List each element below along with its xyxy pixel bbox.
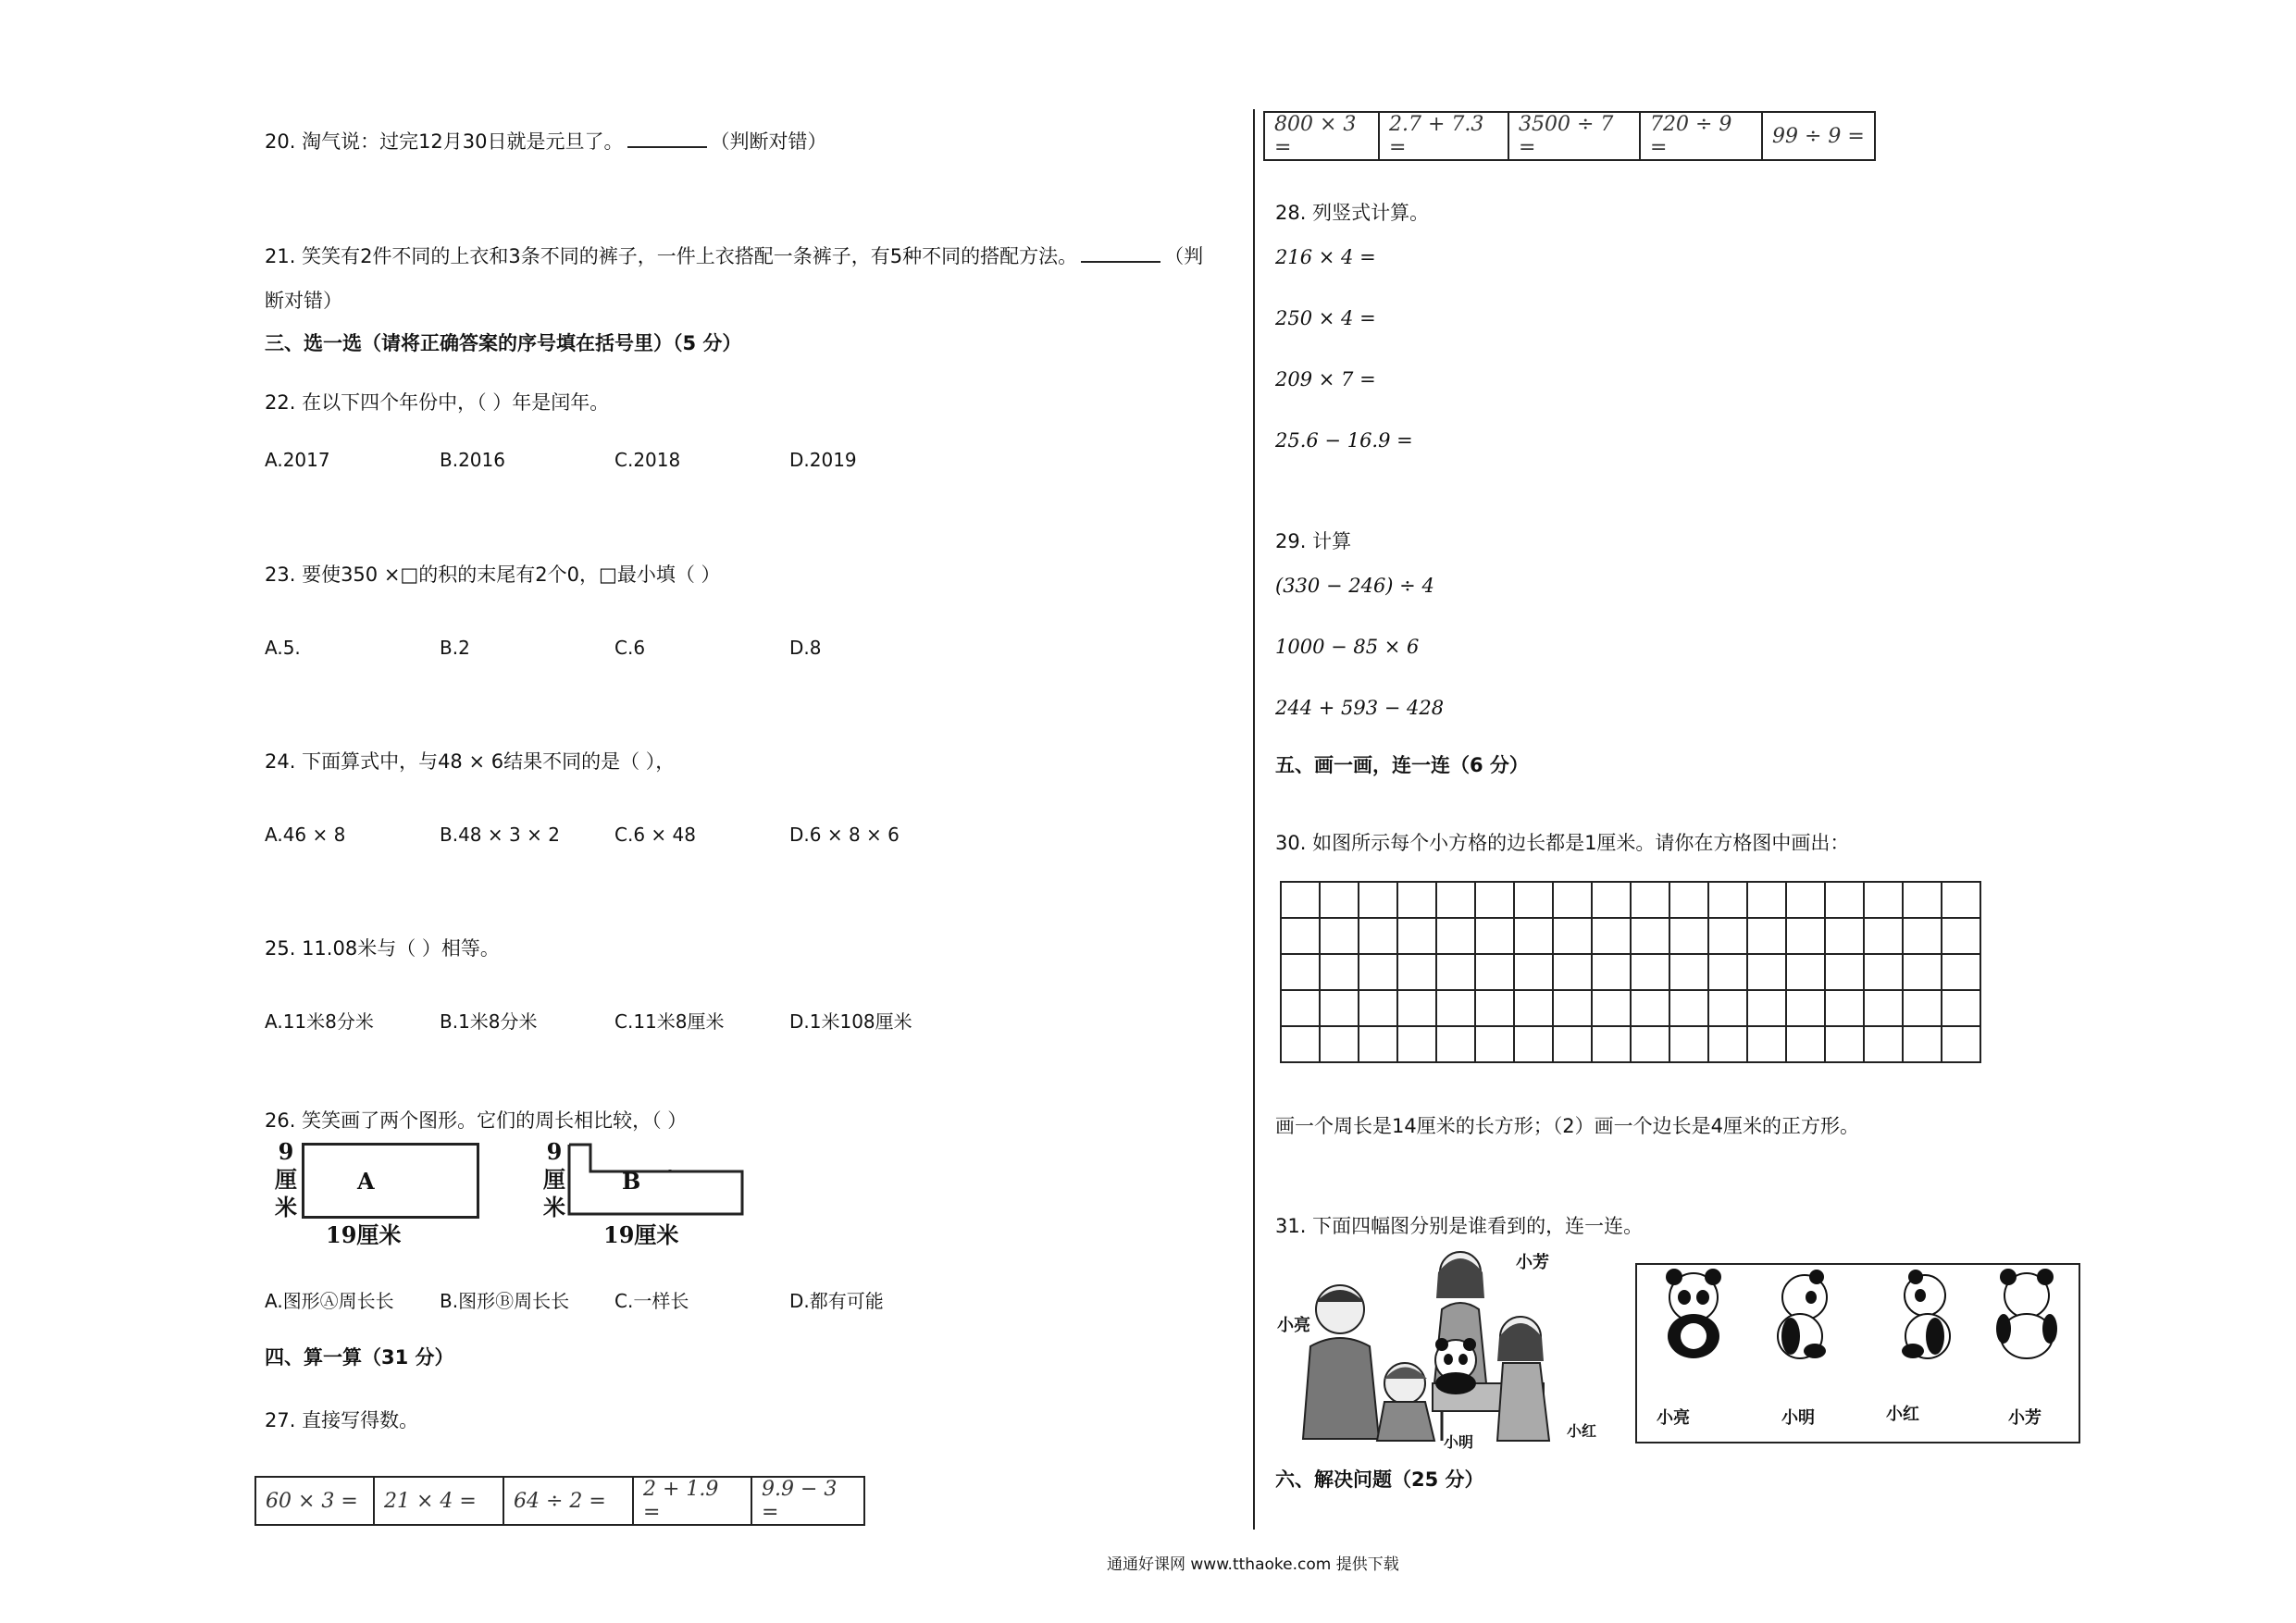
grid-cell[interactable]: [1864, 918, 1903, 954]
q25-option-d[interactable]: D.1米108厘米: [789, 1010, 912, 1033]
square-grid[interactable]: [1280, 881, 1981, 1063]
q27-stem: 27. 直接写得数。: [265, 1409, 419, 1431]
grid-cell[interactable]: [1320, 990, 1359, 1026]
q23-option-b[interactable]: B.2: [440, 637, 470, 659]
grid-cell[interactable]: [1786, 1026, 1825, 1062]
section-4-title: 四、算一算（31 分）: [265, 1346, 454, 1369]
grid-row: [1281, 918, 1980, 954]
grid-cell[interactable]: [1825, 990, 1864, 1026]
person-label: 小亮: [1277, 1316, 1310, 1335]
grid-cell[interactable]: [1436, 918, 1475, 954]
grid-cell[interactable]: [1592, 990, 1631, 1026]
grid-cell[interactable]: [1708, 954, 1747, 990]
rectangle-a: [302, 1143, 479, 1219]
q24-stem: 24. 下面算式中，与48 × 6结果不同的是（ ），: [265, 750, 676, 773]
grid-cell[interactable]: [1281, 918, 1320, 954]
q26-option-b[interactable]: B.图形Ⓑ周长长: [440, 1290, 570, 1312]
grid-cell[interactable]: [1397, 954, 1436, 990]
q22-option-c[interactable]: C.2018: [614, 449, 681, 471]
q28-item: 216 × 4 =: [1275, 246, 1376, 268]
grid-cell[interactable]: [1397, 882, 1436, 918]
q22-stem: 22. 在以下四个年份中，（ ）年是闰年。: [265, 391, 610, 414]
person-label: 小芳: [1516, 1253, 1549, 1272]
q26-option-c[interactable]: C.一样长: [614, 1290, 689, 1312]
grid-cell[interactable]: [1669, 954, 1708, 990]
grid-row: [1281, 1026, 1980, 1062]
q28-item: 250 × 4 =: [1275, 307, 1376, 329]
q31-stem: 31. 下面四幅图分别是谁看到的，连一连。: [1275, 1215, 1644, 1237]
grid-cell[interactable]: [1786, 954, 1825, 990]
grid-cell[interactable]: [1514, 1026, 1553, 1062]
grid-cell[interactable]: [1825, 954, 1864, 990]
q28-stem: 28. 列竖式计算。: [1275, 202, 1430, 224]
q24-option-c[interactable]: C.6 × 48: [614, 824, 696, 846]
figure-b-label: B: [622, 1168, 641, 1195]
calc-cell[interactable]: 2 + 1.9 =: [633, 1477, 751, 1525]
grid-cell[interactable]: [1436, 882, 1475, 918]
grid-cell[interactable]: [1359, 918, 1397, 954]
panda-label[interactable]: 小芳: [2008, 1408, 2042, 1428]
grid-cell[interactable]: [1475, 918, 1514, 954]
q24-option-b[interactable]: B.48 × 3 × 2: [440, 824, 560, 846]
q23-option-a[interactable]: A.5.: [265, 637, 301, 659]
grid-row: [1281, 990, 1980, 1026]
grid-cell[interactable]: [1786, 918, 1825, 954]
l-shape-b: [565, 1140, 750, 1220]
q29-stem: 29. 计算: [1275, 530, 1352, 552]
grid-cell[interactable]: [1553, 918, 1592, 954]
grid-cell[interactable]: [1397, 990, 1436, 1026]
calc-cell[interactable]: 800 × 3 =: [1264, 112, 1379, 160]
q28-item: 209 × 7 =: [1275, 368, 1376, 390]
grid-cell[interactable]: [1631, 1026, 1669, 1062]
grid-cell[interactable]: [1708, 882, 1747, 918]
q29-item: 1000 − 85 × 6: [1275, 636, 1420, 658]
q29-item: (330 − 246) ÷ 4: [1275, 575, 1434, 597]
grid-cell[interactable]: [1320, 954, 1359, 990]
q25-option-b[interactable]: B.1米8分米: [440, 1010, 538, 1033]
q27-table-right: [1263, 111, 1876, 161]
grid-cell[interactable]: [1281, 882, 1320, 918]
grid-cell[interactable]: [1631, 882, 1669, 918]
grid-cell[interactable]: [1708, 1026, 1747, 1062]
grid-cell[interactable]: [1436, 990, 1475, 1026]
figure-a-width: 19厘米: [326, 1221, 402, 1248]
answer-blank[interactable]: [1081, 261, 1160, 263]
grid-cell[interactable]: [1903, 882, 1942, 918]
grid-cell[interactable]: [1553, 882, 1592, 918]
grid-cell[interactable]: [1359, 990, 1397, 1026]
section-3-title: 三、选一选（请将正确答案的序号填在括号里）（5 分）: [265, 332, 742, 354]
grid-cell[interactable]: [1942, 954, 1980, 990]
figure-b-height: 9厘米: [543, 1138, 565, 1220]
q26-option-d[interactable]: D.都有可能: [789, 1290, 884, 1312]
grid-cell[interactable]: [1514, 990, 1553, 1026]
footer: 通通好课网 www.tthaoke.com 提供下载: [1107, 1555, 1399, 1574]
grid-cell[interactable]: [1320, 1026, 1359, 1062]
grid-cell[interactable]: [1553, 954, 1592, 990]
grid-cell[interactable]: [1592, 1026, 1631, 1062]
grid-cell[interactable]: [1359, 882, 1397, 918]
grid-cell[interactable]: [1592, 918, 1631, 954]
grid-cell[interactable]: [1786, 990, 1825, 1026]
grid-cell[interactable]: [1669, 918, 1708, 954]
grid-cell[interactable]: [1747, 990, 1786, 1026]
children-around-table-illustration: [1275, 1245, 1581, 1443]
figure-a-height: 9厘米: [275, 1138, 297, 1220]
panda-back-view[interactable]: [1996, 1269, 2057, 1358]
column-divider: [1253, 109, 1255, 1530]
grid-cell[interactable]: [1631, 918, 1669, 954]
grid-cell[interactable]: [1903, 954, 1942, 990]
grid-cell[interactable]: [1747, 954, 1786, 990]
calc-cell[interactable]: 720 ÷ 9 =: [1640, 112, 1762, 160]
grid-cell[interactable]: [1631, 954, 1669, 990]
q25-option-a[interactable]: A.11米8分米: [265, 1010, 374, 1033]
q22-option-d[interactable]: D.2019: [789, 449, 857, 471]
q23-option-c[interactable]: C.6: [614, 637, 646, 659]
grid-cell[interactable]: [1942, 918, 1980, 954]
grid-cell[interactable]: [1669, 882, 1708, 918]
q21: 21. 笑笑有2件不同的上衣和3条不同的裤子，一件上衣搭配一条裤子，有5种不同的搭配方法。 （判: [265, 245, 1204, 267]
grid-cell[interactable]: [1553, 1026, 1592, 1062]
grid-cell[interactable]: [1669, 1026, 1708, 1062]
calc-cell[interactable]: 99 ÷ 9 =: [1762, 112, 1875, 160]
grid-cell[interactable]: [1359, 954, 1397, 990]
calc-cell[interactable]: 3500 ÷ 7 =: [1508, 112, 1640, 160]
q23-option-d[interactable]: D.8: [789, 637, 822, 659]
grid-cell[interactable]: [1281, 990, 1320, 1026]
q29-item: 244 + 593 − 428: [1275, 697, 1445, 719]
q26-option-a[interactable]: A.图形Ⓐ周长长: [265, 1290, 394, 1312]
q22-option-a[interactable]: A.2017: [265, 449, 330, 471]
grid-cell[interactable]: [1708, 918, 1747, 954]
q21-line2: 断对错）: [265, 290, 342, 312]
grid-cell[interactable]: [1514, 918, 1553, 954]
grid-cell[interactable]: [1553, 990, 1592, 1026]
grid-cell[interactable]: [1436, 1026, 1475, 1062]
panda-front-view[interactable]: [1666, 1269, 1721, 1358]
q30-task: 画一个周长是14厘米的长方形；（2）画一个边长是4厘米的正方形。: [1275, 1115, 1859, 1137]
grid-cell[interactable]: [1359, 1026, 1397, 1062]
section-5-title: 五、画一画，连一连（6 分）: [1275, 754, 1529, 776]
q25-option-c[interactable]: C.11米8厘米: [614, 1010, 725, 1033]
calc-cell[interactable]: 2.7 + 7.3 =: [1379, 112, 1508, 160]
grid-cell[interactable]: [1475, 1026, 1514, 1062]
grid-cell[interactable]: [1475, 954, 1514, 990]
panda-views: [1652, 1268, 2068, 1369]
grid-row: [1281, 882, 1980, 918]
grid-cell[interactable]: [1825, 882, 1864, 918]
grid-cell[interactable]: [1669, 990, 1708, 1026]
q28-item: 25.6 − 16.9 =: [1275, 429, 1413, 452]
q24-option-d[interactable]: D.6 × 8 × 6: [789, 824, 900, 846]
grid-cell[interactable]: [1397, 918, 1436, 954]
grid-cell[interactable]: [1942, 1026, 1980, 1062]
figure-b-width: 19厘米: [603, 1221, 679, 1248]
grid-cell[interactable]: [1747, 882, 1786, 918]
q27-table-left: [254, 1476, 865, 1526]
grid-cell[interactable]: [1942, 882, 1980, 918]
figure-a-label: A: [357, 1168, 375, 1195]
grid-cell[interactable]: [1942, 990, 1980, 1026]
q20: 20. 淘气说：过完12月30日就是元旦了。 （判断对错）: [265, 130, 827, 153]
grid-cell[interactable]: [1397, 1026, 1436, 1062]
grid-cell[interactable]: [1281, 1026, 1320, 1062]
q23-stem: 23. 要使350 ×□的积的末尾有2个0，□最小填（ ）: [265, 564, 721, 586]
grid-cell[interactable]: [1747, 918, 1786, 954]
grid-cell[interactable]: [1320, 882, 1359, 918]
grid-cell[interactable]: [1903, 918, 1942, 954]
grid-cell[interactable]: [1825, 918, 1864, 954]
grid-cell[interactable]: [1514, 954, 1553, 990]
grid-cell[interactable]: [1903, 990, 1942, 1026]
grid-cell[interactable]: [1320, 918, 1359, 954]
grid-cell[interactable]: [1514, 882, 1553, 918]
grid-cell[interactable]: [1864, 882, 1903, 918]
calc-cell[interactable]: 9.9 − 3 =: [751, 1477, 864, 1525]
q25-stem: 25. 11.08米与（ ）相等。: [265, 937, 500, 960]
person-label: 小红: [1567, 1422, 1597, 1440]
grid-cell[interactable]: [1708, 990, 1747, 1026]
q22-option-b[interactable]: B.2016: [440, 449, 505, 471]
q26-stem: 26. 笑笑画了两个图形。它们的周长相比较，（ ）: [265, 1109, 688, 1132]
grid-cell[interactable]: [1786, 882, 1825, 918]
grid-cell[interactable]: [1747, 1026, 1786, 1062]
calc-cell[interactable]: 60 × 3 =: [255, 1477, 374, 1525]
grid-cell[interactable]: [1281, 954, 1320, 990]
panda-label[interactable]: 小明: [1781, 1408, 1815, 1428]
panda-side-view-right[interactable]: [1902, 1270, 1950, 1358]
section-6-title: 六、解决问题（25 分）: [1275, 1468, 1484, 1491]
grid-cell[interactable]: [1864, 954, 1903, 990]
grid-cell[interactable]: [1903, 1026, 1942, 1062]
q30-stem: 30. 如图所示每个小方格的边长都是1厘米。请你在方格图中画出：: [1275, 832, 1850, 854]
grid-cell[interactable]: [1592, 954, 1631, 990]
calc-cell[interactable]: 64 ÷ 2 =: [503, 1477, 633, 1525]
calc-cell[interactable]: 21 × 4 =: [374, 1477, 503, 1525]
grid-row: [1281, 954, 1980, 990]
grid-cell[interactable]: [1592, 882, 1631, 918]
person-label: 小明: [1444, 1433, 1474, 1451]
grid-cell[interactable]: [1864, 1026, 1903, 1062]
grid-cell[interactable]: [1475, 990, 1514, 1026]
answer-blank[interactable]: [627, 146, 707, 148]
grid-cell[interactable]: [1436, 954, 1475, 990]
panda-side-view-left[interactable]: [1778, 1270, 1827, 1358]
panda-label[interactable]: 小亮: [1657, 1408, 1690, 1428]
panda-label[interactable]: 小红: [1886, 1405, 1919, 1424]
grid-cell[interactable]: [1631, 990, 1669, 1026]
grid-cell[interactable]: [1825, 1026, 1864, 1062]
q24-option-a[interactable]: A.46 × 8: [265, 824, 346, 846]
grid-cell[interactable]: [1864, 990, 1903, 1026]
grid-cell[interactable]: [1475, 882, 1514, 918]
